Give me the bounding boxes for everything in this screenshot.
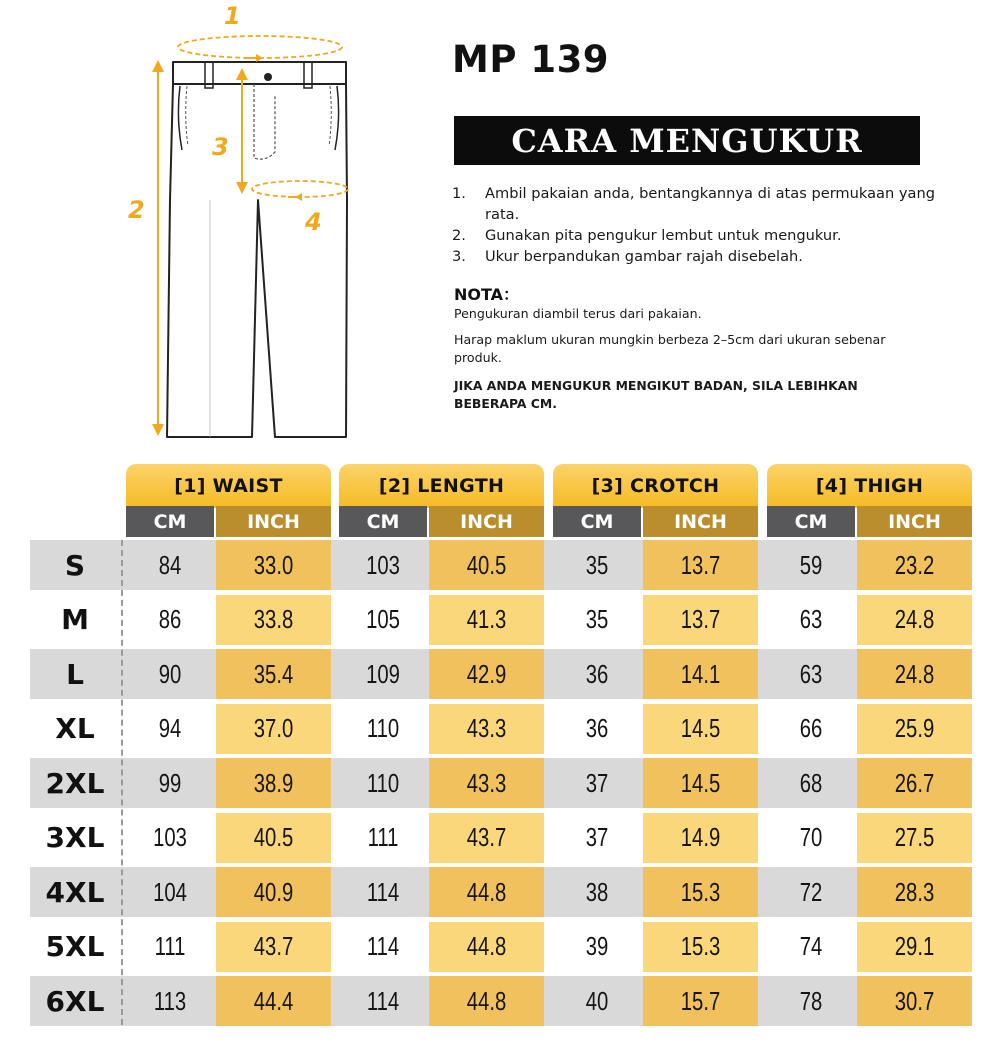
cm-value-cell: 68 [799,767,823,798]
group-header: [1] WAIST [126,464,331,508]
inch-value-cell: 44.8 [466,931,507,961]
cm-value-cell: 110 [366,713,400,743]
cm-value-cell: 63 [799,604,823,634]
inch-value-cell: 42.9 [466,658,507,689]
note-label: NOTA [454,285,504,304]
unit-header-cm: CM [339,506,427,537]
cm-value-cell: 103 [153,822,187,852]
inch-value-cell: 14.1 [680,658,721,689]
unit-header-inch: INCH [857,506,972,537]
inch-value-cell: 27.5 [894,822,935,852]
inch-value-cell: 41.3 [466,604,507,634]
cm-value-cell: 111 [367,822,399,852]
waist-marker-label: 1 [224,2,241,30]
cm-value-cell: 63 [799,658,823,689]
inch-value-cell: 15.7 [680,985,721,1016]
note-title [454,282,519,305]
cm-value-cell: 99 [158,767,182,798]
inch-value-cell: 13.7 [680,604,721,634]
inch-value-cell: 29.1 [894,931,935,961]
step-number: 1. [452,185,466,202]
cm-value-cell: 35 [585,549,609,580]
cm-value-cell: 74 [799,931,823,961]
cm-value-cell: 70 [799,822,823,852]
cm-value-cell: 90 [158,658,182,689]
button-dot [264,73,272,81]
unit-header-cm: CM [767,506,855,537]
cm-value-cell: 111 [154,931,186,961]
size-label: 2XL [45,766,105,800]
inch-value-cell: 38.9 [253,767,294,798]
inch-value-cell: 43.7 [253,931,294,961]
cm-value-cell: 103 [366,549,400,580]
cm-value-cell: 78 [799,985,823,1016]
cm-value-cell: 37 [585,822,609,852]
step-number: 2. [452,227,466,244]
size-column-divider [121,540,123,1025]
cm-value-cell: 66 [799,713,823,743]
size-label: 3XL [45,821,105,854]
inch-value-cell: 40.5 [466,549,507,580]
inch-value-cell: 40.9 [253,876,294,907]
inch-value-cell: 43.3 [466,767,507,798]
unit-header-inch: INCH [216,506,331,537]
size-label: 4XL [45,875,105,909]
inch-value-cell: 37.0 [253,713,294,743]
cm-value-cell: 105 [366,604,400,634]
cm-value-cell: 84 [158,549,182,580]
inch-value-cell: 28.3 [894,876,935,907]
cm-value-cell: 40 [585,985,609,1016]
unit-header-inch: INCH [643,506,758,537]
size-label: 5XL [45,930,105,963]
inch-value-cell: 14.9 [680,822,721,852]
inch-value-cell: 44.8 [466,985,507,1016]
note-line: Pengukuran diambil terus dari pakaian. [454,306,702,321]
cm-value-cell: 36 [585,658,609,689]
inch-value-cell: 24.8 [894,658,935,689]
cm-value-cell: 114 [366,931,400,961]
cm-value-cell: 114 [366,985,400,1016]
step-item [452,225,942,246]
inch-value-cell: 14.5 [680,767,721,798]
inch-value-cell: 23.2 [894,549,935,580]
cm-value-cell: 36 [585,713,609,743]
cm-value-cell: 72 [799,876,823,907]
step-text: Ambil pakaian anda, bentangkannya di atas permukaan yang rata. [485,185,935,223]
inch-value-cell: 44.4 [253,985,294,1016]
inch-value-cell: 13.7 [680,549,721,580]
note-line: Harap maklum ukuran mungkin berbeza 2–5cm dari ukuran sebenar produk. [454,332,886,365]
inch-value-cell: 26.7 [894,767,935,798]
unit-header-cm: CM [126,506,214,537]
inch-value-cell: 40.5 [253,822,294,852]
cm-value-cell: 38 [585,876,609,907]
group-header: [3] CROTCH [553,464,758,508]
cm-value-cell: 35 [585,604,609,634]
inch-value-cell: 30.7 [894,985,935,1016]
group-header: [2] LENGTH [339,464,544,508]
inch-value-cell: 15.3 [680,931,721,961]
note-colon: ： [503,285,520,304]
inch-value-cell: 24.8 [894,604,935,634]
cm-value-cell: 104 [153,876,187,907]
cm-value-cell: 39 [585,931,609,961]
thigh-marker-label: 4 [305,208,322,236]
inch-value-cell: 33.8 [253,604,294,634]
step-item [452,183,942,225]
inch-value-cell: 43.7 [466,822,507,852]
step-number: 3. [452,248,466,265]
pants-measurement-diagram [110,0,370,450]
crotch-marker-label: 3 [212,133,229,161]
inch-value-cell: 25.9 [894,713,935,743]
cm-value-cell: 86 [158,604,182,634]
inch-value-cell: 14.5 [680,713,721,743]
size-label: S [64,548,86,582]
unit-header-cm: CM [553,506,641,537]
product-code: MP 139 [452,38,610,81]
step-text: Ukur berpandukan gambar rajah disebelah. [485,248,803,265]
cm-value-cell: 59 [799,549,823,580]
size-label: L [66,657,84,691]
inch-value-cell: 43.3 [466,713,507,743]
cm-value-cell: 114 [366,876,400,907]
how-to-measure-banner: CARA MENGUKUR [454,116,920,165]
step-text: Gunakan pita pengukur lembut untuk mengukur. [485,227,842,244]
instruction-steps [452,183,942,267]
inch-value-cell: 33.0 [253,549,294,580]
cm-value-cell: 110 [366,767,400,798]
cm-value-cell: 94 [158,713,182,743]
note-warning: JIKA ANDA MENGUKUR MENGIKUT BADAN, SILA LEBIHKAN BEBERAPA CM. [454,378,858,411]
inch-value-cell: 15.3 [680,876,721,907]
size-label: XL [55,712,95,745]
size-label: M [61,603,89,636]
step-item [452,246,942,267]
cm-value-cell: 109 [366,658,400,689]
cm-value-cell: 113 [153,985,187,1016]
length-marker-label: 2 [128,196,145,224]
unit-header-inch: INCH [429,506,544,537]
group-header: [4] THIGH [767,464,972,508]
inch-value-cell: 35.4 [253,658,294,689]
cm-value-cell: 37 [585,767,609,798]
inch-value-cell: 44.8 [466,876,507,907]
size-label: 6XL [45,984,105,1018]
